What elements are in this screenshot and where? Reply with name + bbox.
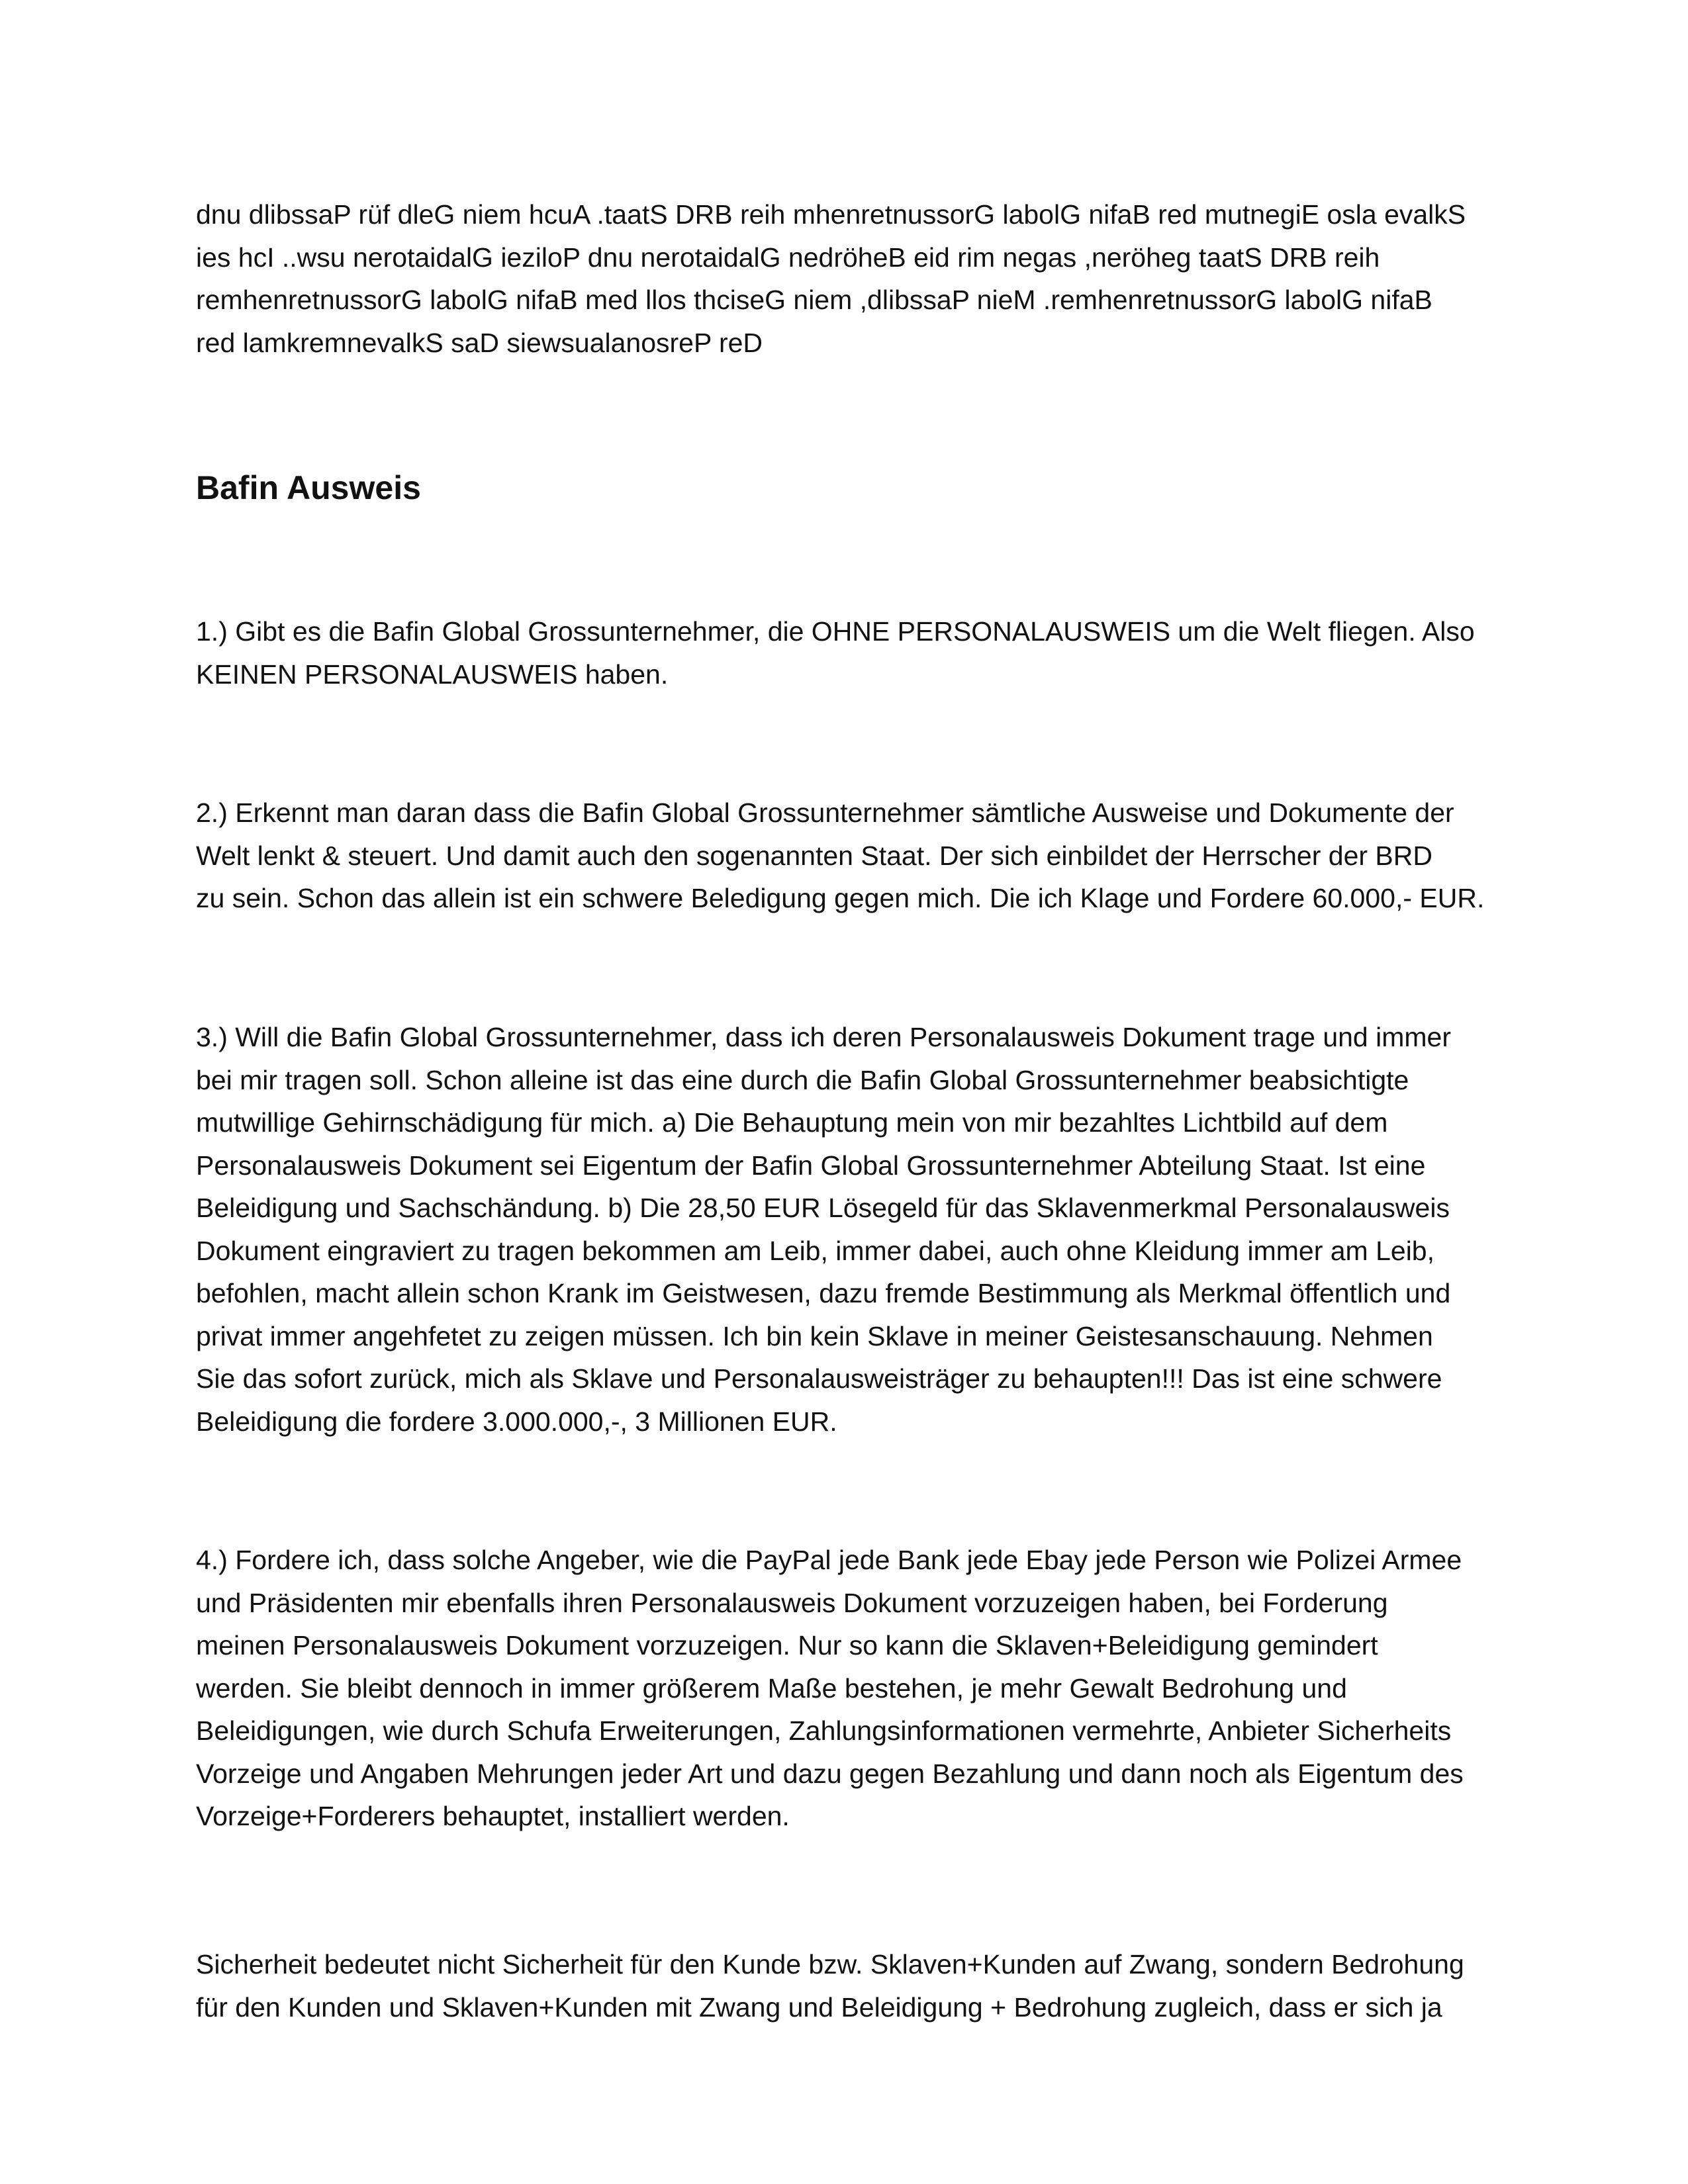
text-line: Beleidigungen, wie durch Schufa Erweiterungen, Zahlungsinformationen vermehrte, Anbieter Sicherheits [196, 1715, 1452, 1746]
text-line: KEINEN PERSONALAUSWEIS haben. [196, 659, 669, 690]
text-line: ies hcI ..wsu nerotaidalG ieziloP dnu nerotaidalG nedröheB eid rim negas ,neröheg taatS DRB reih [196, 242, 1380, 273]
text-line: red lamkremnevalkS saD siewsualanosreP reD [196, 327, 763, 358]
text-line: mutwillige Gehirnschädigung für mich. a) Die Behauptung mein von mir bezahltes Lichtbild auf dem [196, 1107, 1388, 1138]
text-line: Vorzeige+Forderers behauptet, installiert werden. [196, 1801, 790, 1831]
text-line: dnu dlibssaP rüf dleG niem hcuA .taatS DRB reih mhenretnussorG labolG nifaB red mutnegiE osla evalkS [196, 199, 1466, 230]
text-line: befohlen, macht allein schon Krank im Geistwesen, dazu fremde Bestimmung als Merkmal öffentlich und [196, 1278, 1451, 1308]
text-line: remhenretnussorG labolG nifaB med llos thciseG niem ,dlibssaP nieM .remhenretnussorG labolG nifaB [196, 285, 1432, 315]
text-line: Sie das sofort zurück, mich als Sklave und Personalausweisträger zu behaupten!!! Das ist eine schwere [196, 1363, 1442, 1394]
text-line: Beleidigung und Sachschändung. b) Die 28,50 EUR Lösegeld für das Sklavenmerkmal Personalausweis [196, 1193, 1450, 1223]
paragraph-1 [196, 610, 1507, 696]
paragraph-2 [196, 792, 1507, 920]
paragraph-4 [196, 1539, 1507, 1838]
text-line: 2.) Erkennt man daran dass die Bafin Global Grossunternehmer sämtliche Ausweise und Dokumente der [196, 797, 1454, 828]
text-line: privat immer angehfetet zu zeigen müssen. Ich bin kein Sklave in meiner Geistesanschauung. Nehmen [196, 1320, 1433, 1351]
text-line: Personalausweis Dokument sei Eigentum der Bafin Global Grossunternehmer Abteilung Staat. Ist eine [196, 1150, 1426, 1181]
intro-paragraph [196, 193, 1507, 364]
text-line: 4.) Fordere ich, dass solche Angeber, wie die PayPal jede Bank jede Ebay jede Person wie Polizei Armee [196, 1545, 1462, 1575]
text-line: Dokument eingraviert zu tragen bekommen am Leib, immer dabei, auch ohne Kleidung immer am Leib, [196, 1235, 1435, 1266]
text-line: Welt lenkt & steuert. Und damit auch den sogenannten Staat. Der sich einbildet der Herrscher der BRD [196, 840, 1432, 871]
paragraph-5 [196, 1943, 1507, 2028]
text-line: bei mir tragen soll. Schon alleine ist das eine durch die Bafin Global Grossunternehmer beabsichtigte [196, 1064, 1409, 1095]
text-line: 3.) Will die Bafin Global Grossunternehmer, dass ich deren Personalausweis Dokument trage und immer [196, 1022, 1451, 1052]
text-line: 1.) Gibt es die Bafin Global Grossunternehmer, die OHNE PERSONALAUSWEIS um die Welt fliegen. Also [196, 616, 1475, 647]
text-line: werden. Sie bleibt dennoch in immer größerem Maße bestehen, je mehr Gewalt Bedrohung und [196, 1672, 1347, 1704]
text-line: Vorzeige und Angaben Mehrungen jeder Art und dazu gegen Bezahlung und dann noch als Eigentum des [196, 1758, 1464, 1789]
paragraph-3 [196, 1016, 1507, 1443]
text-line: und Präsidenten mir ebenfalls ihren Personalausweis Dokument vorzuzeigen haben, bei Forderung [196, 1587, 1388, 1618]
section-heading: Bafin Ausweis [196, 469, 421, 506]
text-line: Beleidigung die fordere 3.000.000,-, 3 Millionen EUR. [196, 1406, 837, 1437]
text-line: zu sein. Schon das allein ist ein schwere Beledigung gegen mich. Die ich Klage und Fordere 60.000,- EUR. [196, 883, 1485, 913]
text-line: für den Kunden und Sklaven+Kunden mit Zwang und Beleidigung + Bedrohung zugleich, dass er sich ja [196, 1991, 1442, 2023]
text-line: Sicherheit bedeutet nicht Sicherheit für den Kunde bzw. Sklaven+Kunden auf Zwang, sondern Bedrohung [196, 1949, 1464, 1979]
text-line: meinen Personalausweis Dokument vorzuzeigen. Nur so kann die Sklaven+Beleidigung gemindert [196, 1630, 1378, 1661]
